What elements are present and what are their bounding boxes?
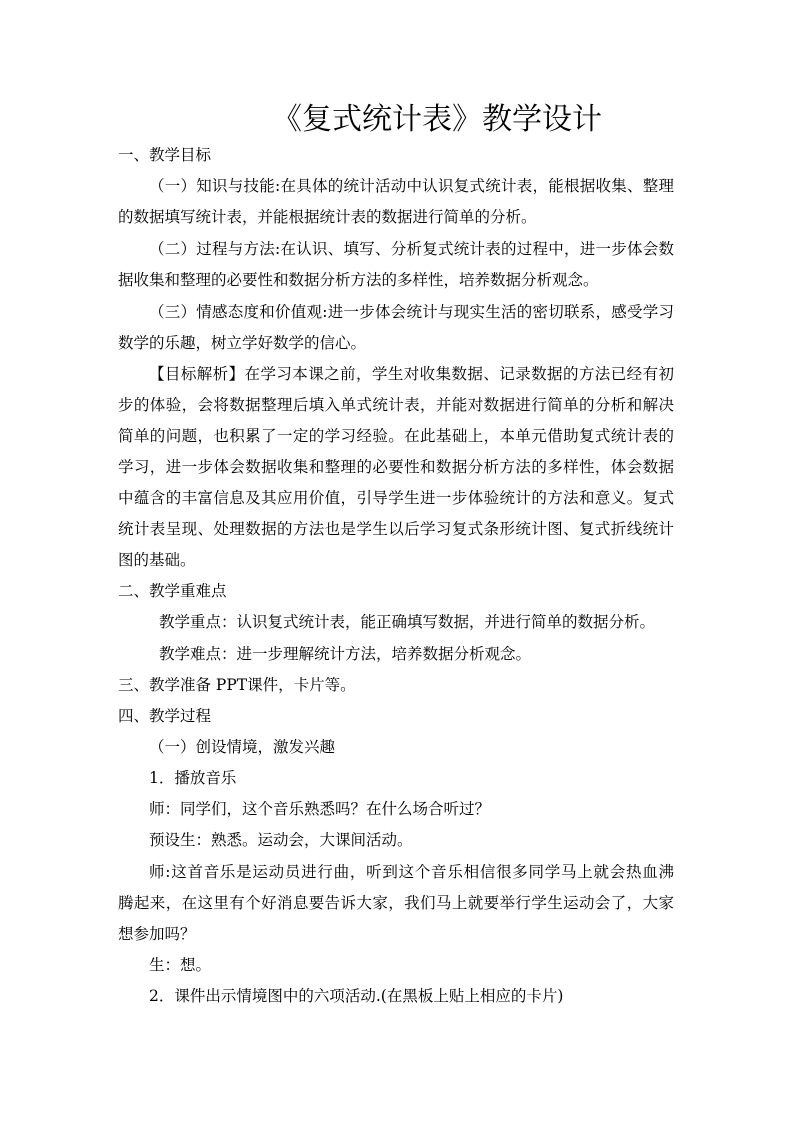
dialogue-line: 生：想。 [149,956,212,974]
paragraph-line: 数学的乐趣，树立学好数学的信心。 [118,334,367,352]
paragraph-line: 【目标解析】在学习本课之前，学生对收集数据、记录数据的方法已经有初 [149,365,674,383]
paragraph-line: 中蕴含的丰富信息及其应用价值，引导学生进一步体验统计的方法和意义。复式 [118,489,674,507]
paragraph-line: 简单的问题，也积累了一定的学习经验。在此基础上，本单元借助复式统计表的 [118,427,674,445]
subheading-scenario: （一）创设情境，激发兴趣 [149,738,336,756]
heading-objectives: 一、教学目标 [118,146,212,164]
paragraph-line: 据收集和整理的必要性和数据分析方法的多样性，培养数据分析观念。 [118,271,599,289]
heading-process: 四、教学过程 [118,707,212,725]
paragraph-line: 学习，进一步体会数据收集和整理的必要性和数据分析方法的多样性，体会数据 [118,458,674,476]
paragraph-line: （二）过程与方法:在认识、填写、分析复式统计表的过程中，进一步体会数 [149,240,674,258]
step-line: 1．播放音乐 [149,769,237,787]
dialogue-line: 腾起来，在这里有个好消息要告诉大家，我们马上就要举行学生运动会了，大家 [118,894,674,912]
paragraph-line: （一）知识与技能:在具体的统计活动中认识复式统计表，能根据收集、整理 [149,177,674,195]
dialogue-line: 师:这首音乐是运动员进行曲，听到这个音乐相信很多同学马上就会热血沸 [149,863,674,881]
heading-preparation: 三、教学准备 PPT课件，卡片等。 [118,676,356,694]
difficulty-line: 教学难点：进一步理解统计方法，培养数据分析观念。 [159,645,532,663]
step-line: 2．课件出示情境图中的六项活动.(在黑板上贴上相应的卡片) [149,987,564,1005]
heading-key-points: 二、教学重难点 [118,582,227,600]
dialogue-line: 想参加吗？ [118,925,196,943]
paragraph-line: 步的体验，会将数据整理后填入单式统计表，并能对数据进行简单的分析和解决 [118,396,674,414]
dialogue-line: 师：同学们，这个音乐熟悉吗？在什么场合听过？ [149,800,491,818]
document-title: 《复式统计表》教学设计 [272,102,602,137]
paragraph-line: 统计表呈现、处理数据的方法也是学生以后学习复式条形统计图、复式折线统计 [118,520,674,538]
paragraph-line: （三）情感态度和价值观:进一步体会统计与现实生活的密切联系，感受学习 [149,303,674,321]
paragraph-line: 图的基础。 [118,551,196,569]
paragraph-line: 的数据填写统计表，并能根据统计表的数据进行简单的分析。 [118,208,537,226]
dialogue-line: 预设生：熟悉。运动会，大课间活动。 [149,831,413,849]
key-point-line: 教学重点：认识复式统计表，能正确填写数据，并进行简单的数据分析。 [159,613,656,631]
